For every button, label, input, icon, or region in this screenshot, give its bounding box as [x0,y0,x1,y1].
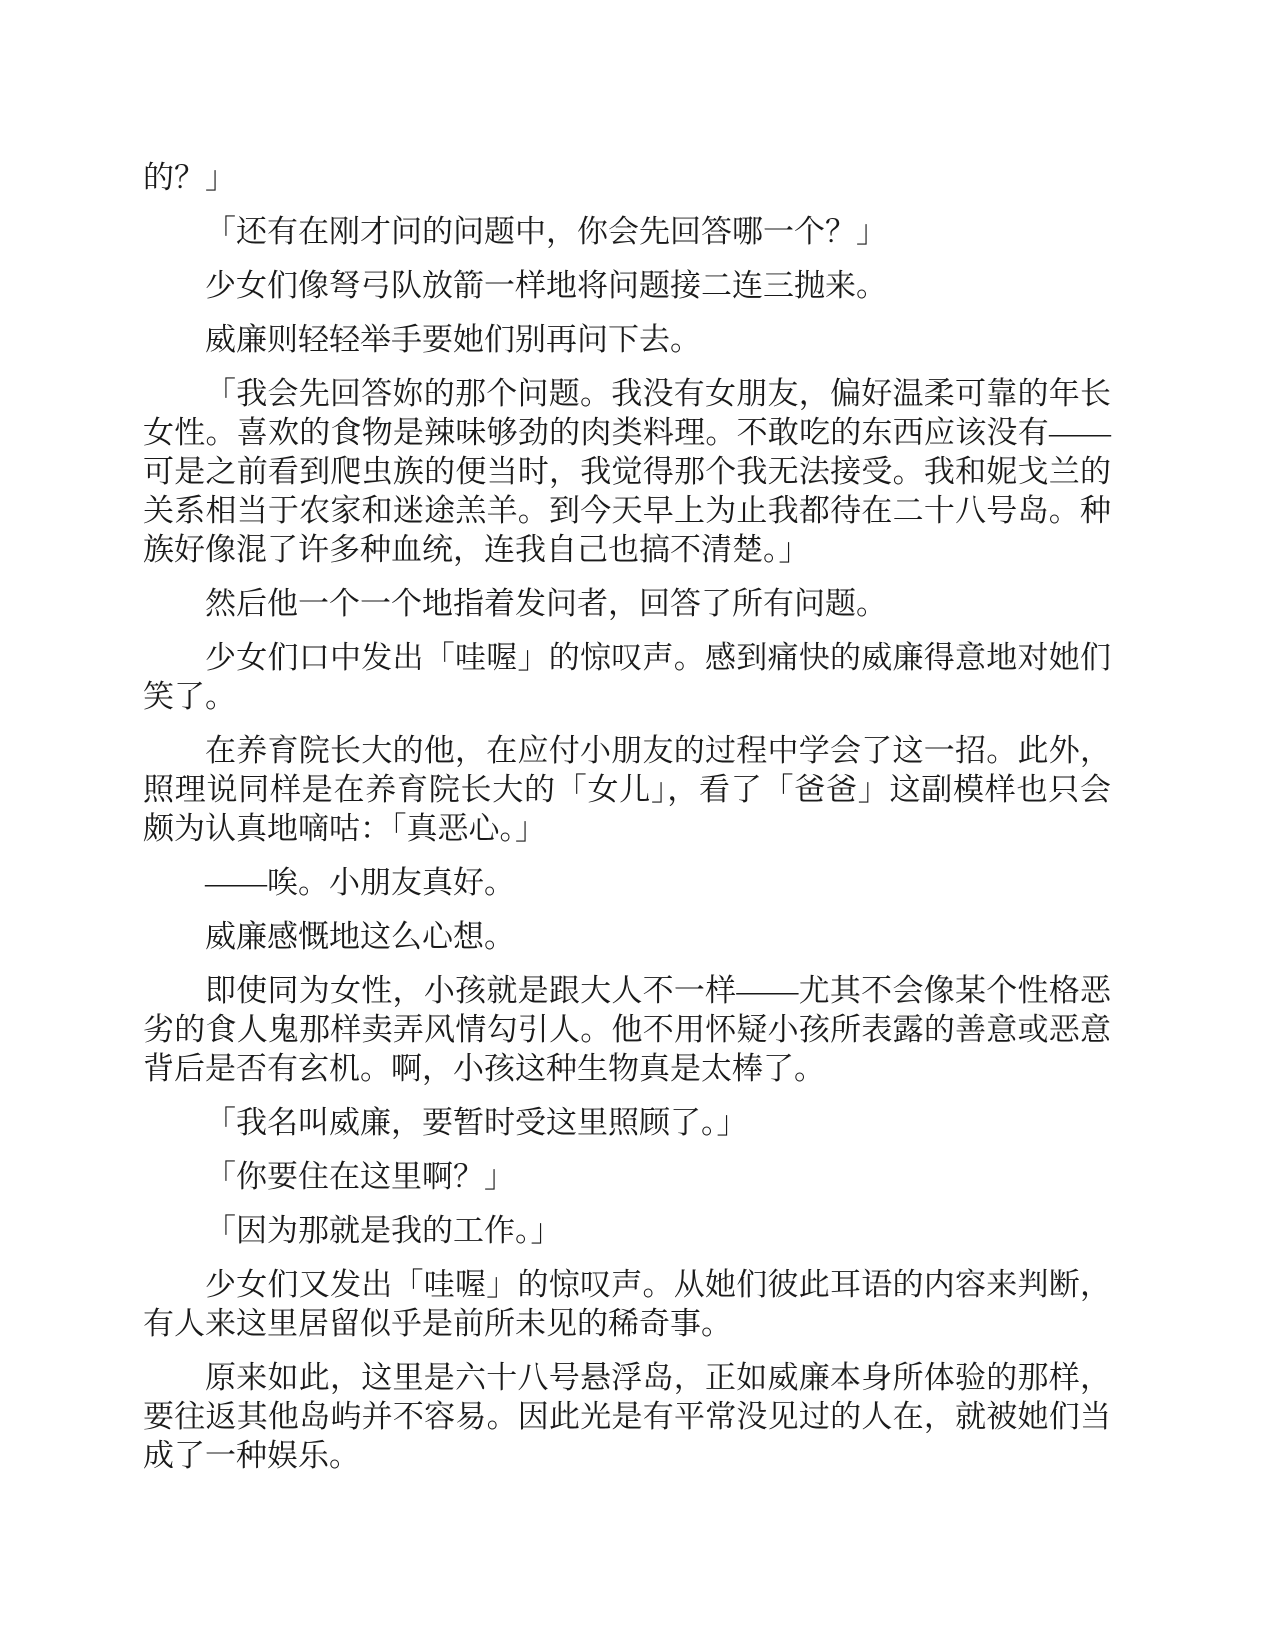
paragraph: ——唉。小朋友真好。 [205,865,515,900]
paragraph: 「还有在刚才问的问题中，你会先回答哪一个？」 [205,214,887,249]
paragraph: 威廉感慨地这么心想。 [205,919,515,954]
paragraph: 然后他一个一个地指着发问者，回答了所有问题。 [205,586,887,621]
novel-text-block [143,158,1111,1475]
paragraph: 即使同为女性，小孩就是跟大人不一样——尤其不会像某个性格恶劣的食人鬼那样卖弄风情勾引人。他不用怀疑小孩所表露的善意或恶意背后是否有玄机。啊，小孩这种生物真是太棒了。 [143,973,1111,1086]
paragraph: 少女们又发出「哇喔」的惊叹声。从她们彼此耳语的内容来判断，有人来这里居留似乎是前所未见的稀奇事。 [143,1267,1111,1341]
paragraph: 威廉则轻轻举手要她们别再问下去。 [205,322,701,357]
paragraph: 「我会先回答妳的那个问题。我没有女朋友，偏好温柔可靠的年长女性。喜欢的食物是辣味够劲的肉类料理。不敢吃的东西应该没有——可是之前看到爬虫族的便当时，我觉得那个我无法接受。我和妮戈兰的关系相当于农家和迷途羔羊。到今天早上为止我都待在二十八号岛。种族好像混了许多种血统，连我自己也搞不清楚。」 [143,376,1111,567]
paragraph: 少女们像弩弓队放箭一样地将问题接二连三抛来。 [205,268,887,303]
paragraph: 原来如此，这里是六十八号悬浮岛，正如威廉本身所体验的那样，要往返其他岛屿并不容易。因此光是有平常没见过的人在，就被她们当成了一种娱乐。 [143,1360,1111,1473]
paragraph: 「我名叫威廉，要暂时受这里照顾了。」 [205,1105,748,1140]
paragraph: 在养育院长大的他，在应付小朋友的过程中学会了这一招。此外，照理说同样是在养育院长大的「女儿」，看了「爸爸」这副模样也只会颇为认真地嘀咕：「真恶心。」 [143,733,1111,846]
paragraph: 的？」 [143,160,236,195]
paragraph: 「你要住在这里啊？」 [205,1159,515,1194]
paragraph: 「因为那就是我的工作。」 [205,1213,562,1248]
paragraph: 少女们口中发出「哇喔」的惊叹声。感到痛快的威廉得意地对她们笑了。 [143,640,1111,714]
